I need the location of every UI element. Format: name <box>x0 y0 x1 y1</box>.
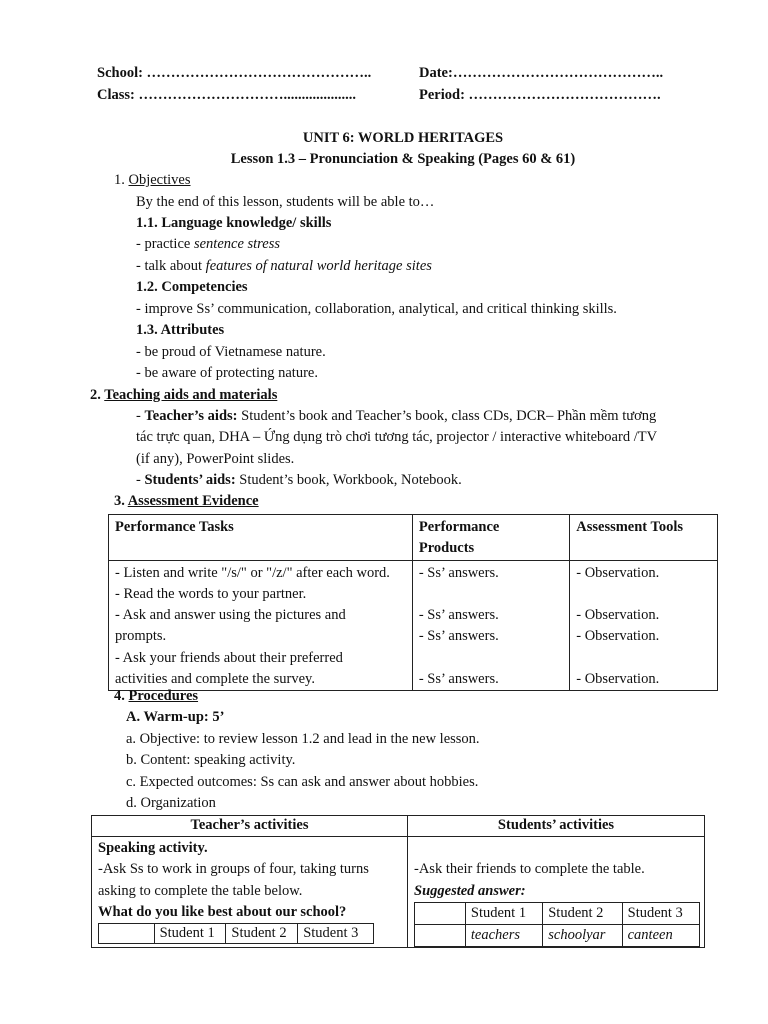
answer-header-row: Student 1 Student 2 Student 3 <box>415 902 700 924</box>
objectives-label: Objectives <box>128 172 191 188</box>
assessment-body-row <box>109 560 718 691</box>
assessment-header-row <box>109 515 718 561</box>
header-assessment-tools: Assessment Tools <box>570 515 718 561</box>
procedure-item-objective: a. Objective: to review lesson 1.2 and lead in the new lesson. <box>126 731 480 747</box>
suggested-answer-label: Suggested answer: <box>414 882 526 899</box>
assessment-table <box>108 514 718 691</box>
teacher-aids-line-1: - Teacher’s aids: Student’s book and Teacher’s book, class CDs, DCR– Phần mềm tương <box>136 408 657 424</box>
header-performance-products: Performance Products <box>412 515 569 561</box>
school-field: School: ……………………………………….. <box>97 65 372 81</box>
attributes-item-2: - be aware of protecting nature. <box>136 365 318 381</box>
unit-title: UNIT 6: WORLD HERITAGES <box>302 130 504 146</box>
procedure-item-organization: d. Organization <box>126 795 216 811</box>
procedure-item-outcomes: c. Expected outcomes: Ss can ask and answer about hobbies. <box>126 774 479 790</box>
procedure-item-content: b. Content: speaking activity. <box>126 752 296 768</box>
survey-header-student3: Student 3 <box>298 924 374 944</box>
tools-cell: - Observation. - Observation. - Observation. - Observation. <box>570 560 718 691</box>
activities-header-row <box>92 816 705 837</box>
lesson-title: Lesson 1.3 – Pronunciation & Speaking (Pages 60 & 61) <box>230 151 576 167</box>
tasks-cell: - Listen and write "/s/" or "/z/" after each word. - Read the words to your partner. - Ask and answer using the pictures and prompts. - Ask your friends about their preferred activities and complete the survey. <box>109 560 413 691</box>
survey-header-student1: Student 1 <box>154 924 226 944</box>
attributes-item-1: - be proud of Vietnamese nature. <box>136 344 326 360</box>
student-activities-header: Students’ activities <box>408 816 705 837</box>
class-field: Class: ………………………….................... <box>97 87 356 103</box>
teacher-aids-line-2: tác trực quan, DHA – Ứng dụng trò chơi tương tác, projector / interactive whiteboard /TV <box>136 429 658 445</box>
date-field: Date:…………………………………….. <box>419 65 664 81</box>
objectives-num: 1. <box>114 172 125 188</box>
answer-table <box>414 902 700 947</box>
aids-heading: 2. Teaching aids and materials <box>90 387 278 403</box>
competencies-item: - improve Ss’ communication, collaboration, analytical, and critical thinking skills. <box>136 301 617 317</box>
teacher-activities-header: Teacher’s activities <box>92 816 408 837</box>
teacher-activities-cell: Speaking activity. -Ask Ss to work in groups of four, taking turns asking to complete the table below. What do you like best about our school? Student 1 Student 2 Student 3 <box>92 837 408 948</box>
lk-item-2: - talk about features of natural world heritage sites <box>136 258 432 274</box>
survey-header-blank <box>99 924 155 944</box>
student-activities-cell: -Ask their friends to complete the table. Suggested answer: Student 1 Student 2 Student 3 teachers schoolyar canteen <box>408 837 705 948</box>
teacher-aids-line-3: (if any), PowerPoint slides. <box>136 451 295 467</box>
activities-table <box>91 815 705 948</box>
survey-question: What do you like best about our school? <box>98 903 347 920</box>
language-knowledge-heading: 1.1. Language knowledge/ skills <box>136 215 332 231</box>
period-field: Period: …………………………………. <box>419 87 661 103</box>
survey-table <box>98 923 374 944</box>
answer-student2: schoolyar <box>543 924 622 946</box>
lk-item-1: - practice sentence stress <box>136 236 281 252</box>
speaking-activity-title: Speaking activity. <box>98 840 208 856</box>
procedures-heading: 4. Procedures <box>114 688 199 704</box>
survey-header-student2: Student 2 <box>226 924 298 944</box>
warmup-heading: A. Warm-up: 5’ <box>126 709 225 725</box>
objectives-intro: By the end of this lesson, students will be able to… <box>136 194 435 210</box>
answer-student3: canteen <box>622 924 699 946</box>
header-performance-tasks: Performance Tasks <box>109 515 413 561</box>
products-cell: - Ss’ answers. - Ss’ answers. - Ss’ answers. - Ss’ answers. <box>412 560 569 691</box>
answer-student1: teachers <box>465 924 542 946</box>
answer-row <box>415 924 700 946</box>
attributes-heading: 1.3. Attributes <box>136 322 225 338</box>
assessment-heading: 3. Assessment Evidence <box>114 493 259 509</box>
competencies-heading: 1.2. Competencies <box>136 279 248 295</box>
student-aids-line: - Students’ aids: Student’s book, Workbook, Notebook. <box>136 472 462 488</box>
activities-body-row <box>92 837 705 948</box>
objectives-heading <box>114 173 191 188</box>
